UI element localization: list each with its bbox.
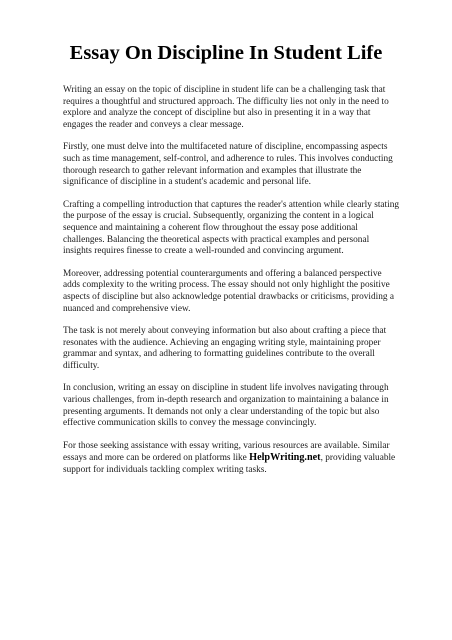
- resources-text-after: , providing valuable support for individuals tackling complex writing tasks.: [63, 453, 396, 476]
- document-body: [63, 85, 399, 488]
- helpwriting-link[interactable]: HelpWriting.net: [249, 452, 321, 464]
- paragraph-intro: Writing an essay on the topic of discipline in student life can be a challenging task that requires a thoughtful and structured approach. The difficulty lies not only in the need to explore and analyze the concept of discipline but also in presenting it in a way that engages the reader and conveys a clear message.: [63, 85, 389, 130]
- paragraph-conclusion: In conclusion, writing an essay on discipline in student life involves navigating through various challenges, from in-depth research and organization to maintaining a balance in presenting arguments. It demands not only a clear understanding of the topic but also effective communication skills to convey the message convincingly.: [63, 383, 389, 429]
- paragraph-counterarguments: Moreover, addressing potential counterarguments and offering a balanced perspective adds complexity to the writing process. The essay should not only highlight the positive aspects of discipline but also acknowledge potential drawbacks or criticisms, providing a nuanced and comprehensive view.: [63, 268, 394, 314]
- paragraph-introduction-crafting: Crafting a compelling introduction that captures the reader's attention while clearly stating the purpose of the essay is crucial. Subsequently, organizing the content in a logical sequence and maintaining a coherent flow throughout the essay pose additional challenges. Balancing the theoretical aspects with practical examples and personal insights requires finesse to create a well-rounded and convincing argument.: [63, 199, 399, 257]
- paragraph-resources: [63, 441, 399, 477]
- paragraph-audience: The task is not merely about conveying information but also about crafting a piece that resonates with the audience. Achieving an engaging writing style, maintaining proper grammar and syntax, and adhering to formatting guidelines contribute to the overall difficulty.: [63, 326, 387, 371]
- resources-text-before: For those seeking assistance with essay writing, various resources are available. Similar essays and more can be ordered on platforms like: [63, 440, 390, 464]
- document-title: Essay On Discipline In Student Life: [69, 42, 383, 64]
- paragraph-firstly: Firstly, one must delve into the multifaceted nature of discipline, encompassing aspects such as time management, self-control, and adherence to rules. This involves conducting thorough research to gather relevant information and examples that illustrate the significance of discipline in a student's academic and personal life.: [63, 142, 393, 188]
